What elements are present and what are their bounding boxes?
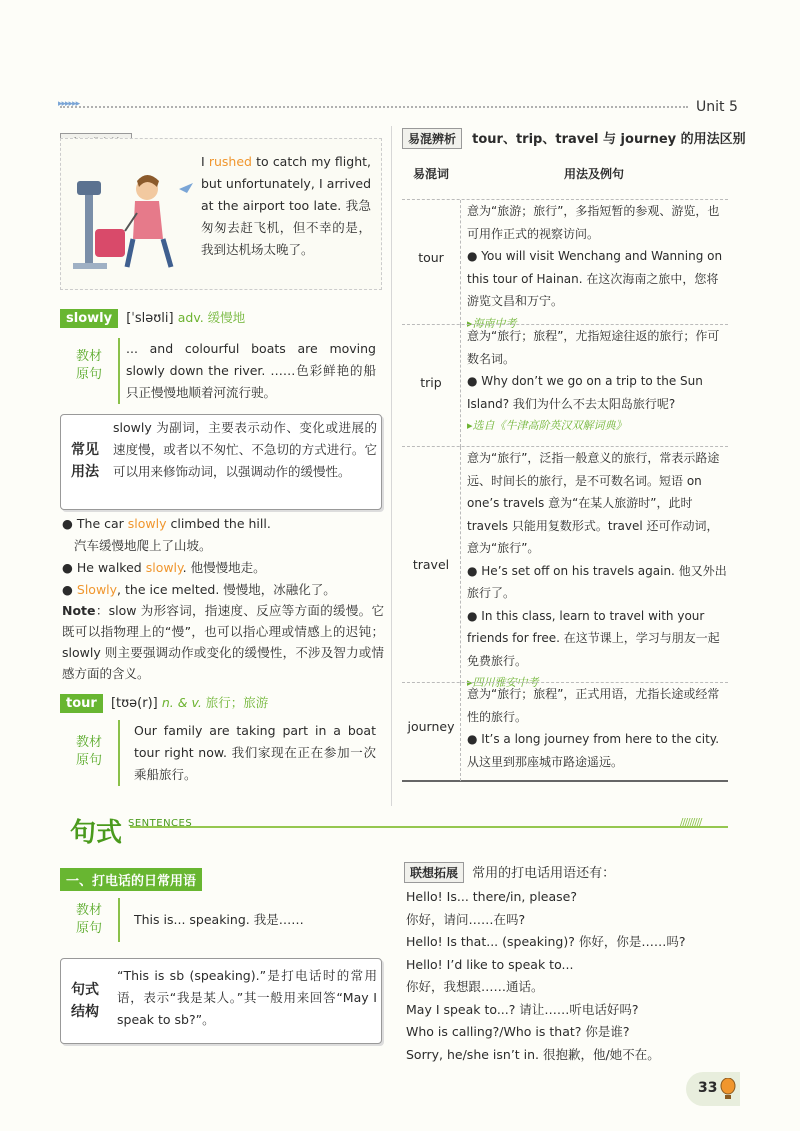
col-header-word: 易混词 — [412, 167, 449, 181]
slowly-heading — [60, 308, 245, 328]
sentences-rule — [130, 826, 728, 828]
tour-heading — [60, 693, 268, 713]
example-2: ● He walked slowly. 他慢慢地走。 — [62, 560, 266, 575]
example-3: ● Slowly, the ice melted. 慢慢地，冰融化了。 — [62, 582, 336, 597]
col-header-usage: 用法及例句 — [563, 167, 624, 181]
unit-label: Unit 5 — [696, 99, 738, 115]
phonetic: [ˈsləʊli] — [126, 311, 174, 326]
word-tag: slowly — [60, 309, 118, 328]
structure-text: “This is sb (speaking).”是打电话时的常用语，表示“我是某人。”其一般用来回答“May I speak to sb?”。 — [117, 968, 377, 1027]
slowly-source — [72, 338, 378, 406]
table-row: trip 意为“旅行；旅程”，尤指短途往返的旅行；作可数名词。 ● Why don’t we go on a trip to the Sun Island? 我们为什么不去太阳岛旅行呢? ▸选自《牛津高阶英汉双解词典》 — [402, 324, 728, 446]
page-number: 33 — [698, 1080, 718, 1096]
phone-section-tag: 一、打电话的日常用语 — [60, 868, 202, 891]
phone-structure-box — [60, 958, 382, 1044]
column-divider — [391, 126, 392, 806]
phonetic: [tʊə(r)] — [110, 696, 158, 711]
balloon-icon — [720, 1078, 736, 1100]
source-label: 教材 原句 — [76, 735, 103, 768]
source-text: This is... speaking. 我是…… — [134, 912, 304, 927]
slowly-usage-box — [60, 414, 382, 510]
expand-lines: Hello! Is... there/in, please? 你好，请问……在吗? Hello! Is that... (speaking)? 你好，你是……吗? Hello! I’d like to speak to... 你好，我想跟……通话。 May I speak to...? 请让……听电话好吗? Who is calling?/Who is that? 你是谁? Sorry, he/she isn’t in. 很抱歉，他/她不在。 — [406, 889, 686, 1062]
source-text: Our family are taking part in a boat tour right now. 我们家现在正在参加一次乘船旅行。 — [134, 723, 376, 782]
header-arrows: ▸▸▸▸▸▸ — [58, 99, 80, 109]
compare-table — [402, 155, 728, 799]
sentences-title: 句式 — [70, 818, 123, 848]
source-text: ... and colourful boats are moving slowly down the river. ……色彩鲜艳的船只正慢慢地顺着河流行驶。 — [126, 341, 376, 400]
sentences-title-en: SENTENCES — [128, 818, 193, 829]
slowly-note: Note：slow 为形容词，指速度、反应等方面的缓慢。它既可以指物理上的“慢”，也可以指心理或情感上的迟钝；slowly 则主要强调动作或变化的缓慢性，不涉及智力或情感方面的含义。 — [62, 603, 384, 681]
compare-heading: 易混辨析 tour、trip、travel 与 journey 的用法区别 — [402, 128, 746, 149]
table-row: travel 意为“旅行”，泛指一般意义的旅行，常表示路途远、时间长的旅行，是不可数名词。短语 on one’s travels 意为“在某人旅游时”，此时 travels 只能用复数形式。travel 还可作动词，意为“旅行”。 ● He’s set off on his travels again. 他又外出旅行了。 ● In this class, learn to travel with your friends for free. 在这节课上，学习与朋友一起免费旅行。 ▸四川雅安中考 — [402, 446, 728, 682]
pos-def: adv. 缓慢地 — [177, 310, 246, 325]
header-rule — [60, 106, 688, 108]
source-label: 教材 原句 — [76, 903, 103, 936]
picture-text: I rushed to catch my flight, but unfortunately, I arrived at the airport too late. 我急匆匆去赶飞机，但不幸的是，我到达机场太晚了。 — [201, 154, 371, 257]
sentences-hatch: ///////// — [680, 817, 702, 828]
table-row: tour 意为“旅游；旅行”，多指短暂的参观、游览，也可用作正式的视察访问。 ● You will visit Wenchang and Wanning on this tour of Hainan. 在这次海南之旅中，您将游览文昌和万宁。 ▸海南中考 — [402, 199, 728, 324]
structure-label: 句式 结构 — [71, 982, 99, 1020]
phone-source — [72, 898, 378, 948]
pos-def: n. & v. 旅行；旅游 — [161, 695, 269, 710]
picture-box — [60, 138, 382, 290]
tour-source — [72, 720, 378, 788]
page-number-badge — [686, 1072, 740, 1106]
slowly-examples: ● The car slowly climbed the hill. 汽车缓慢地爬上了山坡。 ● He walked slowly. 他慢慢地走。 ● Slowly, the ice melted. 慢慢地，冰融化了。 — [62, 513, 388, 601]
word-tag: tour — [60, 694, 103, 713]
example-1: ● The car slowly climbed the hill. — [62, 516, 271, 531]
expand-heading: 联想拓展 常用的打电话用语还有： — [404, 862, 615, 883]
usage-text: slowly 为副词，主要表示动作、变化或进展的速度慢，或者以不匆忙、不急切的方式进行。它可以用来修饰动词，以强调动作的缓慢性。 — [113, 420, 377, 479]
table-row: journey 意为“旅行；旅程”，正式用语，尤指长途或经常性的旅行。 ● It’s a long journey from here to the city. 从这里到那座城市路途遥远。 — [402, 682, 728, 782]
usage-label: 常见 用法 — [71, 442, 99, 480]
airport-illustration — [67, 151, 197, 281]
source-label: 教材 原句 — [76, 349, 103, 382]
